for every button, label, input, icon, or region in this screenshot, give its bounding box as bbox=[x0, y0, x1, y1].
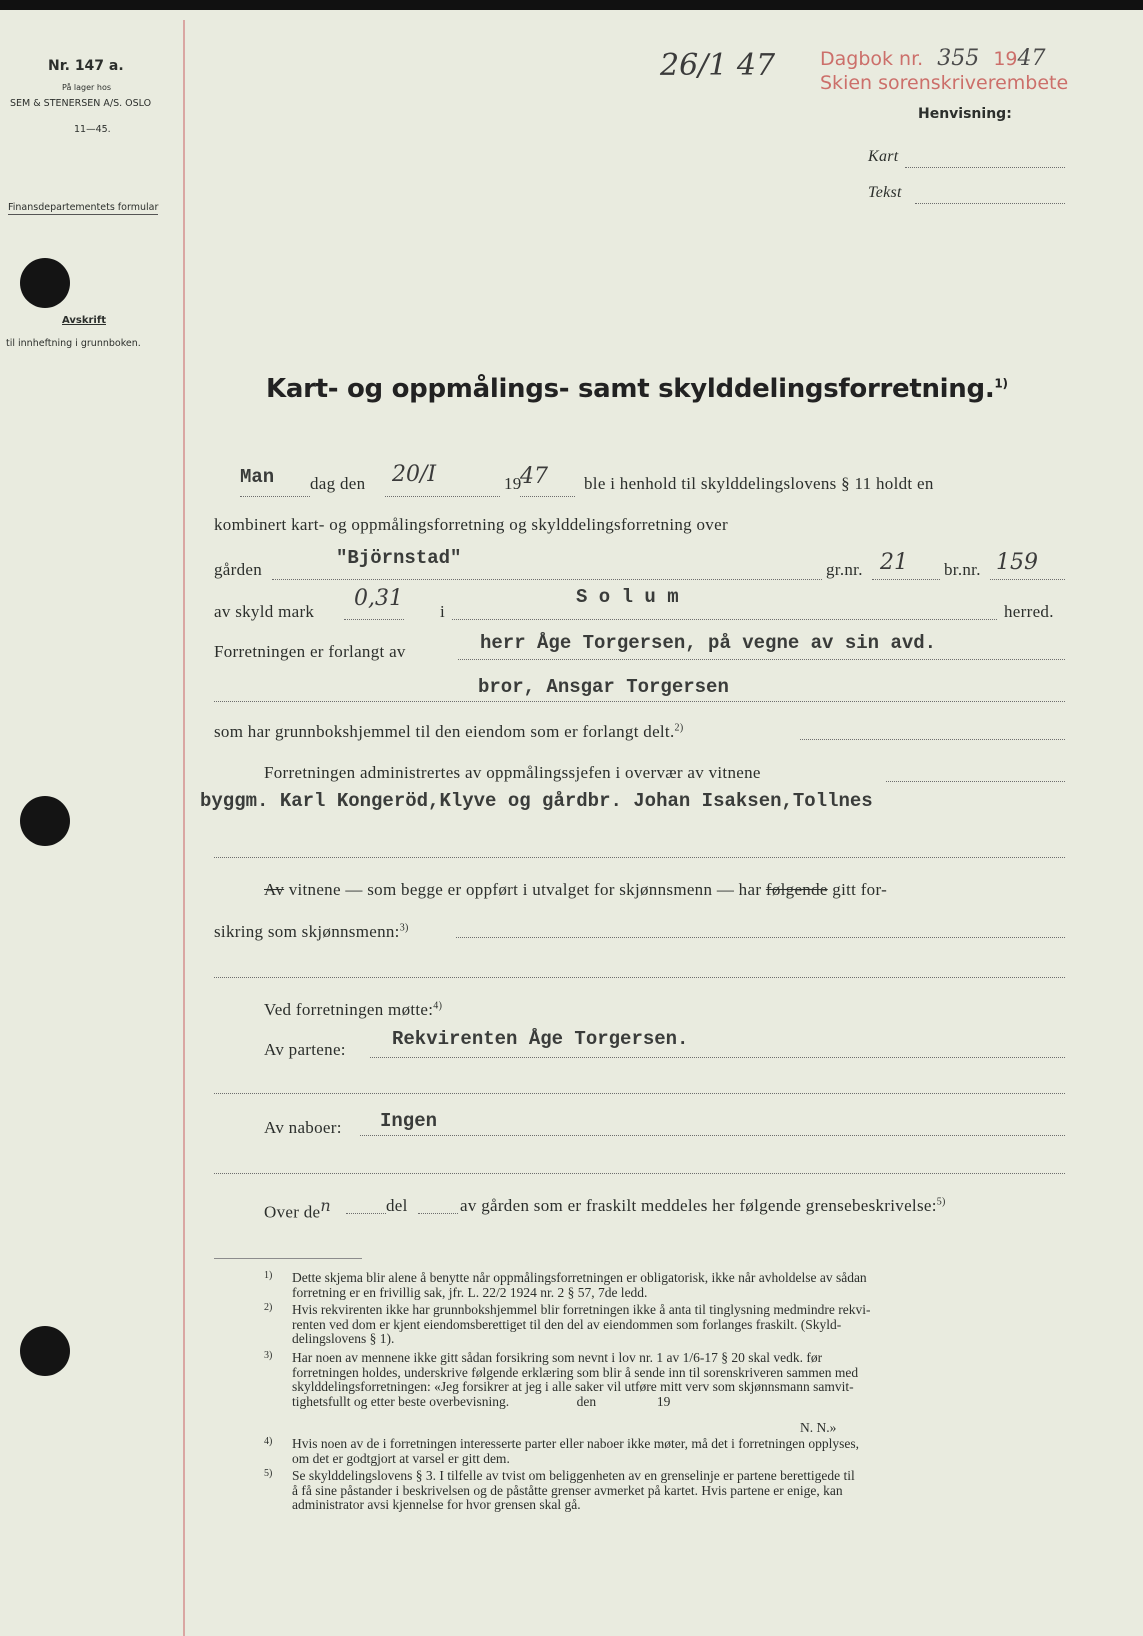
footnote-3 bbox=[264, 1351, 858, 1409]
witnesses-value: byggm. Karl Kongeröd,Klyve og gårdbr. Johan Isaksen,Tollnes bbox=[200, 790, 873, 812]
garden-label: gården bbox=[214, 560, 263, 579]
form-number: Nr. 147 a. bbox=[48, 58, 124, 74]
year-line bbox=[520, 495, 575, 497]
tekst-label: Tekst bbox=[868, 184, 902, 201]
date-value: 20/I bbox=[392, 462, 437, 487]
dagbok-year-prefix: 19 bbox=[993, 48, 1018, 70]
vitne-line-2-label: sikring som skjønnsmenn: bbox=[214, 922, 400, 941]
skyld-value: 0,31 bbox=[354, 586, 403, 611]
hjemmel-label: som har grunnbokshjemmel til den eiendom som er forlangt delt. bbox=[214, 722, 675, 741]
grnr-line bbox=[872, 578, 940, 580]
office-stamp: Skien sorenskriverembete bbox=[820, 72, 1069, 94]
footnote-1-line-1: Dette skjema blir alene å benytte når oppmålingsforretningen er obligatorisk, ikke når avholdelse av sådan bbox=[292, 1270, 867, 1285]
admin-line bbox=[886, 780, 1065, 782]
over-line-1 bbox=[346, 1212, 386, 1214]
mote-text: Ved forretningen møtte: bbox=[264, 1000, 434, 1019]
vitne-note: 3) bbox=[399, 922, 409, 934]
over-note: 5) bbox=[936, 1196, 946, 1208]
partene-extra-line bbox=[214, 1092, 1065, 1094]
title-text: Kart- og oppmålings- samt skylddelingsforretning. bbox=[266, 374, 995, 404]
vitne-text-1: vitnene — som begge er oppført i utvalget for skjønnsmenn — har bbox=[288, 880, 762, 899]
footnote-1 bbox=[264, 1271, 867, 1300]
footnote-4-line-1: Hvis noen av de i forretningen interesserte parter eller naboer ikke møter, må det i forretningen opplyses, bbox=[292, 1436, 860, 1451]
year-prefix: 19 bbox=[504, 474, 522, 493]
day-line bbox=[240, 495, 310, 497]
forlangt-label: Forretningen er forlangt av bbox=[214, 642, 406, 661]
vitne-text bbox=[264, 880, 887, 900]
hjemmel-line bbox=[800, 738, 1065, 740]
footnote-1-mark: 1) bbox=[264, 1270, 273, 1281]
ministry-label: Finansdepartementets formular bbox=[8, 202, 159, 213]
footnote-3-mark: 3) bbox=[264, 1350, 273, 1361]
admin-text: Forretningen administrertes av oppmålingssjefen i overvær av vitnene bbox=[264, 763, 761, 782]
footnote-2 bbox=[264, 1303, 870, 1347]
i-label: i bbox=[440, 602, 446, 621]
brnr-line bbox=[990, 578, 1065, 580]
over-hand: n bbox=[320, 1196, 331, 1215]
del-label: del bbox=[386, 1196, 408, 1215]
vitne-extra-line bbox=[214, 976, 1065, 978]
over-text bbox=[264, 1196, 331, 1223]
form-title bbox=[266, 374, 1008, 404]
title-note: 1) bbox=[994, 376, 1008, 391]
footnote-signature: N. N.» bbox=[800, 1420, 837, 1435]
binder-hole-1 bbox=[20, 258, 70, 308]
partene-line bbox=[370, 1056, 1065, 1058]
naboer-label: Av naboer: bbox=[264, 1118, 342, 1137]
print-date: 11—45. bbox=[74, 124, 111, 135]
hjemmel-note: 2) bbox=[674, 722, 684, 734]
dagbok-label: Dagbok nr. bbox=[820, 48, 924, 70]
brnr-label: br.nr. bbox=[944, 560, 981, 579]
binder-hole-2 bbox=[20, 796, 70, 846]
date-line bbox=[385, 495, 500, 497]
footnote-2-mark: 2) bbox=[264, 1302, 273, 1313]
footnote-5 bbox=[264, 1469, 855, 1513]
herred-value: S o l u m bbox=[576, 586, 679, 608]
footnote-divider bbox=[214, 1258, 362, 1259]
footnote-4-line-2: om det er godtgjort at varsel er gitt dem. bbox=[292, 1450, 510, 1466]
over-rest bbox=[460, 1196, 946, 1216]
naboer-line bbox=[360, 1134, 1065, 1136]
copy-label: Avskrift bbox=[62, 315, 106, 326]
kart-label: Kart bbox=[868, 148, 899, 165]
footnote-2-line-1: Hvis rekvirenten ikke har grunnbokshjemmel blir forretningen ikke å anta til tinglysning medmindre rekvi- bbox=[292, 1302, 871, 1317]
partene-label: Av partene: bbox=[264, 1040, 346, 1059]
printer-line-1: På lager hos bbox=[62, 83, 111, 92]
grnr-value: 21 bbox=[880, 550, 908, 575]
line2-text: kombinert kart- og oppmålingsforretning og skylddelingsforretning over bbox=[214, 515, 728, 534]
vitne-prefix: Av bbox=[264, 880, 285, 899]
footnote-3-line-4: tighetsfullt og etter beste overbevisning. den 19 bbox=[292, 1393, 671, 1409]
printer-line-2: SEM & STENERSEN A/S. OSLO bbox=[10, 98, 152, 109]
binder-hole-3 bbox=[20, 1326, 70, 1376]
footnote-4-mark: 4) bbox=[264, 1436, 273, 1447]
mote-note: 4) bbox=[433, 1000, 443, 1012]
footnote-3-line-3: skylddelingsforretningen: «Jeg forsikrer at jeg i alle saker vil utføre mitt verv som skjønnsmann samvit- bbox=[292, 1379, 854, 1394]
footnote-5-line-1: Se skylddelingslovens § 3. I tilfelle av tvist om beliggenheten av en grenselinje er partene berettigede til bbox=[292, 1468, 855, 1483]
copy-note: til innheftning i grunnboken. bbox=[6, 338, 141, 349]
line1-text: ble i henhold til skylddelingslovens § 11 holdt en bbox=[584, 474, 934, 493]
herred-label: herred. bbox=[1004, 602, 1054, 621]
footnote-2-line-2: renten ved dom er kjent eiendomsberettiget til den del av eiendommen som forlanges fraskilt. (Skyld- bbox=[292, 1316, 842, 1332]
footnote-3-line-1: Har noen av mennene ikke gitt sådan forsikring som nevnt i lov nr. 1 av 1/6-17 § 20 skal vedk. før bbox=[292, 1350, 823, 1365]
dagbok-year: 47 bbox=[1017, 46, 1046, 71]
kart-line bbox=[905, 166, 1065, 168]
brnr-value: 159 bbox=[996, 550, 1038, 575]
naboer-extra-line bbox=[214, 1172, 1065, 1174]
garden-value: "Björnstad" bbox=[336, 547, 462, 569]
skyld-label: av skyld mark bbox=[214, 602, 315, 621]
footnote-3-line-2: forretningen holdes, underskrive følgende erklæring som blir å sende inn til sorenskriveren sammen med bbox=[292, 1364, 859, 1380]
handwritten-reference: 26/1 47 bbox=[660, 48, 776, 83]
grnr-label: gr.nr. bbox=[826, 560, 863, 579]
requester-line-1: herr Åge Torgersen, på vegne av sin avd. bbox=[480, 632, 937, 654]
over-rest-text: av gården som er fraskilt meddeles her følgende grensebeskrivelse: bbox=[460, 1196, 937, 1215]
dag-den-label: dag den bbox=[310, 474, 366, 493]
over-label: Over de bbox=[264, 1202, 321, 1222]
herred-line bbox=[452, 618, 997, 620]
over-line-2 bbox=[418, 1212, 458, 1214]
requester-line-2: bror, Ansgar Torgersen bbox=[478, 676, 729, 698]
footnote-5-line-2: å få sine påstander i beskrivelsen og de påståtte grenser avmerket på kartet. Hvis partene er enige, kan bbox=[292, 1482, 843, 1498]
garden-line bbox=[272, 578, 822, 580]
year-value: 47 bbox=[520, 464, 548, 489]
day-value: Man bbox=[240, 466, 275, 488]
requester-line-1-rule bbox=[458, 658, 1065, 660]
footnote-5-line-3: administrator avsi kjennelse for hvor grensen skal gå. bbox=[292, 1497, 581, 1512]
dagbok-number: 355 bbox=[937, 46, 980, 71]
dagbok-stamp bbox=[820, 46, 1046, 71]
hjemmel-text bbox=[214, 722, 683, 742]
skyld-line bbox=[344, 618, 404, 620]
requester-line-2-rule bbox=[214, 700, 1065, 702]
margin-rule bbox=[183, 20, 185, 1636]
vitne-struck: følgende bbox=[765, 880, 828, 899]
henvisning-label: Henvisning: bbox=[918, 106, 1012, 122]
tekst-line bbox=[915, 202, 1065, 204]
witnesses-rule bbox=[214, 856, 1065, 858]
partene-value: Rekvirenten Åge Torgersen. bbox=[392, 1028, 689, 1050]
vitne-line bbox=[456, 936, 1065, 938]
mote-label bbox=[264, 1000, 442, 1020]
vitne-line-2 bbox=[214, 922, 409, 942]
vitne-text-2: gitt for- bbox=[832, 880, 888, 899]
footnote-5-mark: 5) bbox=[264, 1468, 273, 1479]
footnote-4 bbox=[264, 1437, 859, 1466]
naboer-value: Ingen bbox=[380, 1110, 438, 1132]
footnote-1-line-2: forretning er en frivillig sak, jfr. L. 22/2 1924 nr. 2 § 57, 7de ledd. bbox=[292, 1284, 648, 1300]
footnote-2-line-3: delingslovens § 1). bbox=[292, 1331, 395, 1346]
